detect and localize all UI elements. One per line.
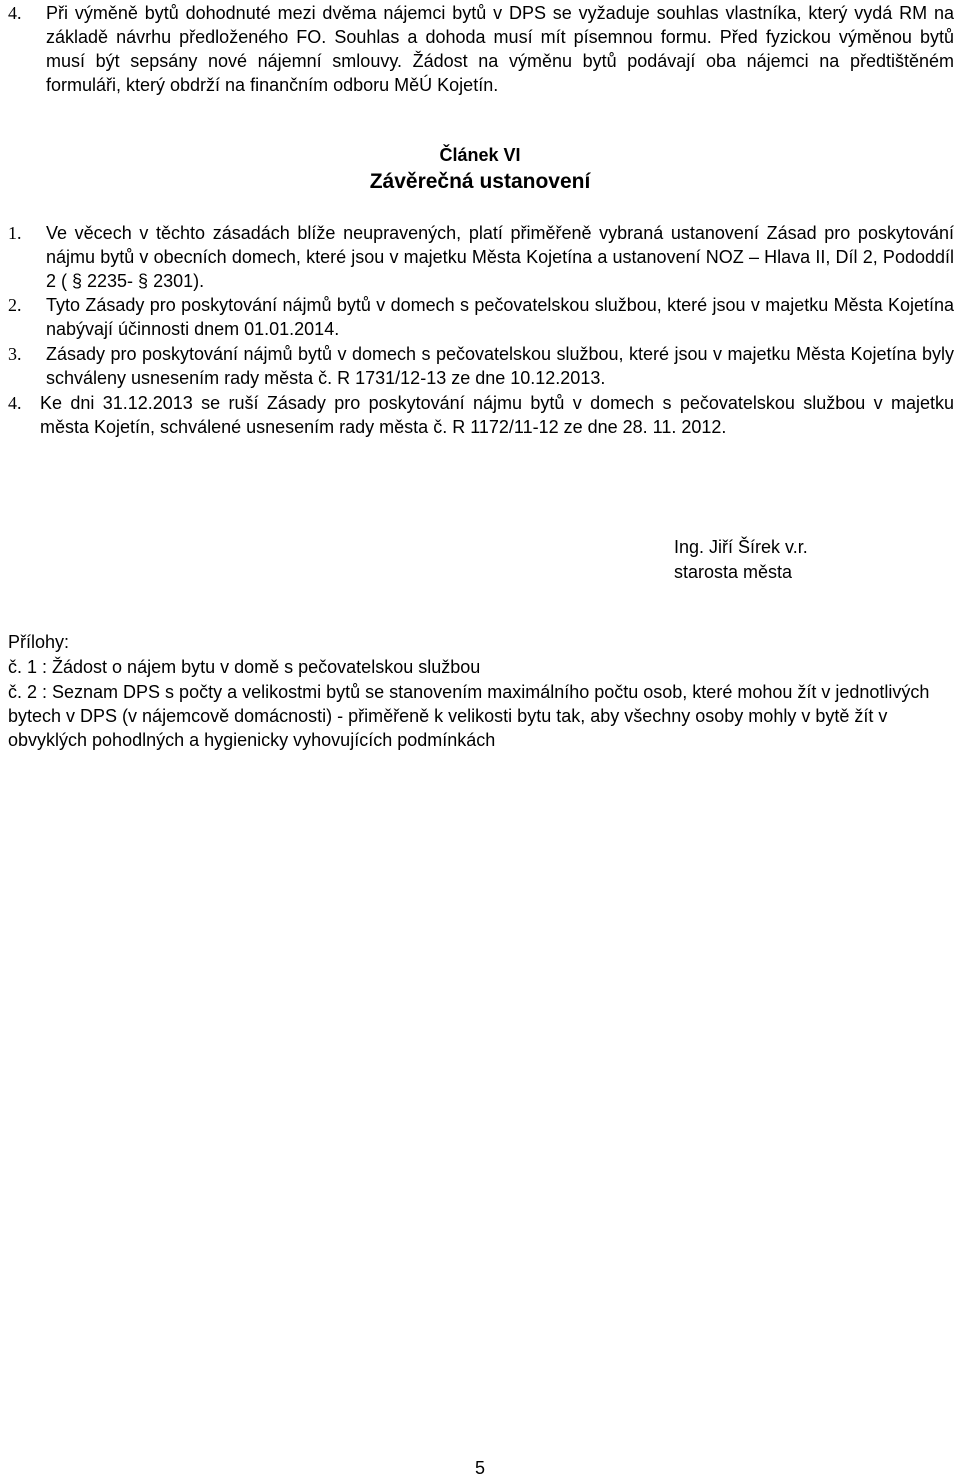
attachment-item-1: č. 1 : Žádost o nájem bytu v domě s pečovatelskou službou	[8, 657, 481, 677]
clause-4	[8, 391, 954, 439]
clause-number: 4.	[8, 393, 22, 413]
paragraph-number: 4.	[8, 3, 22, 23]
clause-text: Ke dni 31.12.2013 se ruší Zásady pro poskytování nájmu bytů v domech s pečovatelskou službou v majetku města Kojetín, schválené usnesením rady města č. R 1172/11-12 ze dne 28. 11. 2012.	[40, 393, 954, 437]
article-title: Závěrečná ustanovení	[369, 170, 591, 193]
paragraph-4-exchange	[8, 1, 954, 97]
clause-text: Tyto Zásady pro poskytování nájmů bytů v domech s pečovatelskou službou, které jsou v majetku Města Kojetína nabývají účinnosti dnem 01.01.2014.	[46, 295, 954, 339]
paragraph-text: Při výměně bytů dohodnuté mezi dvěma nájemci bytů v DPS se vyžaduje souhlas vlastníka, který vydá RM na základě návrhu předloženého FO. Souhlas a dohoda musí mít písemnou formu. Před fyzickou výměnou bytů musí být sepsány nové nájemní smlouvy. Žádost na výměnu bytů podávají oba nájemci na předtištěném formuláři, který obdrží na finančním odboru MěÚ Kojetín.	[46, 3, 954, 95]
clause-3	[8, 342, 954, 390]
attachment-item-2: č. 2 : Seznam DPS s počty a velikostmi bytů se stanovením maximálního počtu osob, které mohou žít v jednotlivých bytech v DPS (v nájemcově domácnosti) - přiměřeně k velikosti bytu tak, aby všechny osoby mohly v bytě žít v obvyklých pohodlných a hygienicky vyhovujících podmínkách	[8, 682, 930, 750]
clause-2	[8, 293, 954, 341]
clause-number: 3.	[8, 344, 22, 364]
clause-text: Ve věcech v těchto zásadách blíže neupravených, platí přiměřeně vybraná ustanovení Zásad pro poskytování nájmu bytů v obecních domech, které jsou v majetku Města Kojetína a ustanovení NOZ – Hlava II, Díl 2, Pododdíl 2 ( § 2235- § 2301).	[46, 223, 954, 291]
clause-number: 2.	[8, 295, 22, 315]
clause-number: 1.	[8, 223, 22, 243]
clause-text: Zásady pro poskytování nájmů bytů v domech s pečovatelskou službou, které jsou v majetku Města Kojetína byly schváleny usnesením rady města č. R 1731/12-13 ze dne 10.12.2013.	[46, 344, 954, 388]
page-number: 5	[474, 1458, 485, 1478]
article-number: Článek VI	[439, 145, 521, 165]
clause-1	[8, 221, 954, 293]
signature-role: starosta města	[674, 562, 793, 582]
attachments-heading: Přílohy:	[8, 632, 70, 652]
signature-name: Ing. Jiří Šírek v.r.	[674, 537, 808, 557]
